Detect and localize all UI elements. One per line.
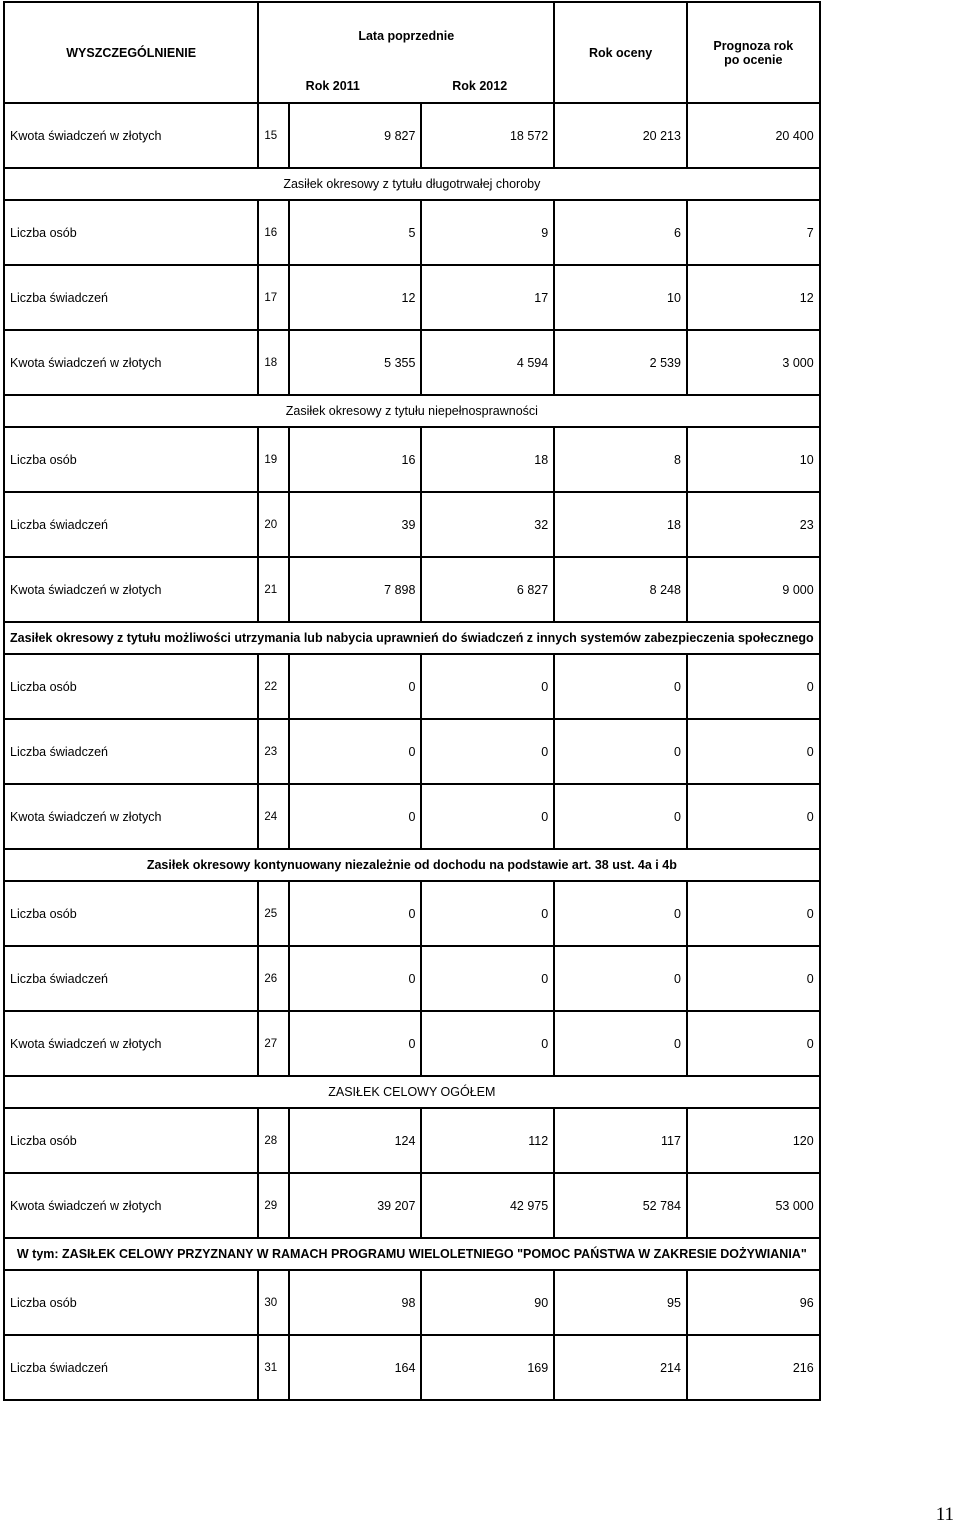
section-row xyxy=(4,1076,820,1108)
value-forecast: 53 000 xyxy=(687,1173,820,1238)
value-forecast: 216 xyxy=(687,1335,820,1400)
value-2011: 0 xyxy=(289,946,422,1011)
row-number: 22 xyxy=(258,654,288,719)
header-description: WYSZCZEGÓLNIENIE xyxy=(4,2,258,103)
value-2012: 6 827 xyxy=(421,557,554,622)
value-assessment-year: 117 xyxy=(554,1108,687,1173)
value-forecast: 0 xyxy=(687,654,820,719)
value-2012: 0 xyxy=(421,719,554,784)
section-title: ZASIŁEK CELOWY OGÓŁEM xyxy=(4,1076,820,1108)
value-forecast: 9 000 xyxy=(687,557,820,622)
section-row xyxy=(4,395,820,427)
value-assessment-year: 8 248 xyxy=(554,557,687,622)
table-row xyxy=(4,1108,820,1173)
value-assessment-year: 0 xyxy=(554,719,687,784)
header-year-2012: Rok 2012 xyxy=(452,78,508,93)
value-forecast: 120 xyxy=(687,1108,820,1173)
value-forecast: 96 xyxy=(687,1270,820,1335)
header-assessment-year: Rok oceny xyxy=(554,2,687,103)
value-assessment-year: 0 xyxy=(554,784,687,849)
value-2011: 0 xyxy=(289,1011,422,1076)
value-2012: 42 975 xyxy=(421,1173,554,1238)
value-assessment-year: 18 xyxy=(554,492,687,557)
value-2011: 124 xyxy=(289,1108,422,1173)
value-forecast: 7 xyxy=(687,200,820,265)
table-row xyxy=(4,330,820,395)
row-label: Liczba osób xyxy=(4,654,258,719)
value-2011: 164 xyxy=(289,1335,422,1400)
value-2012: 112 xyxy=(421,1108,554,1173)
row-label: Kwota świadczeń w złotych xyxy=(4,557,258,622)
value-2012: 0 xyxy=(421,881,554,946)
row-number: 25 xyxy=(258,881,288,946)
value-assessment-year: 2 539 xyxy=(554,330,687,395)
row-number: 30 xyxy=(258,1270,288,1335)
value-2011: 0 xyxy=(289,719,422,784)
section-row xyxy=(4,622,820,654)
section-title: W tym: ZASIŁEK CELOWY PRZYZNANY W RAMACH PROGRAMU WIELOLETNIEGO "POMOC PAŃSTWA W ZAKRESIE DOŻYWIANIA" xyxy=(4,1238,820,1270)
value-forecast: 3 000 xyxy=(687,330,820,395)
value-2011: 16 xyxy=(289,427,422,492)
table-row xyxy=(4,654,820,719)
row-label: Liczba osób xyxy=(4,427,258,492)
value-forecast: 0 xyxy=(687,881,820,946)
table-row xyxy=(4,1270,820,1335)
row-number: 15 xyxy=(258,103,288,168)
row-label: Liczba osób xyxy=(4,1270,258,1335)
value-2012: 32 xyxy=(421,492,554,557)
row-label: Liczba świadczeń xyxy=(4,946,258,1011)
row-label: Kwota świadczeń w złotych xyxy=(4,1173,258,1238)
section-title: Zasiłek okresowy z tytułu niepełnosprawności xyxy=(4,395,820,427)
value-forecast: 0 xyxy=(687,1011,820,1076)
row-label: Liczba osób xyxy=(4,881,258,946)
section-title: Zasiłek okresowy z tytułu długotrwałej choroby xyxy=(4,168,820,200)
value-forecast: 23 xyxy=(687,492,820,557)
table-row xyxy=(4,784,820,849)
value-2012: 0 xyxy=(421,784,554,849)
header-row xyxy=(4,2,820,69)
section-title: Zasiłek okresowy kontynuowany niezależnie od dochodu na podstawie art. 38 ust. 4a i 4b xyxy=(4,849,820,881)
value-2011: 5 355 xyxy=(289,330,422,395)
row-number: 26 xyxy=(258,946,288,1011)
table-row xyxy=(4,1011,820,1076)
value-assessment-year: 0 xyxy=(554,946,687,1011)
value-2012: 18 572 xyxy=(421,103,554,168)
row-number: 31 xyxy=(258,1335,288,1400)
row-label: Kwota świadczeń w złotych xyxy=(4,103,258,168)
row-label: Liczba świadczeń xyxy=(4,1335,258,1400)
value-2012: 90 xyxy=(421,1270,554,1335)
row-number: 21 xyxy=(258,557,288,622)
value-forecast: 12 xyxy=(687,265,820,330)
value-assessment-year: 214 xyxy=(554,1335,687,1400)
value-2011: 5 xyxy=(289,200,422,265)
value-2012: 4 594 xyxy=(421,330,554,395)
row-number: 27 xyxy=(258,1011,288,1076)
value-2012: 9 xyxy=(421,200,554,265)
value-2012: 0 xyxy=(421,1011,554,1076)
benefits-table xyxy=(3,1,821,1401)
page-number: 11 xyxy=(935,1504,954,1525)
value-assessment-year: 20 213 xyxy=(554,103,687,168)
header-year-2011: Rok 2011 xyxy=(305,78,360,93)
section-row xyxy=(4,1238,820,1270)
row-number: 28 xyxy=(258,1108,288,1173)
value-assessment-year: 95 xyxy=(554,1270,687,1335)
value-2011: 0 xyxy=(289,784,422,849)
value-forecast: 0 xyxy=(687,946,820,1011)
section-row xyxy=(4,168,820,200)
value-assessment-year: 6 xyxy=(554,200,687,265)
table-row xyxy=(4,946,820,1011)
row-number: 19 xyxy=(258,427,288,492)
row-label: Kwota świadczeń w złotych xyxy=(4,784,258,849)
row-label: Liczba osób xyxy=(4,1108,258,1173)
value-2012: 17 xyxy=(421,265,554,330)
table-row xyxy=(4,1335,820,1400)
value-forecast: 10 xyxy=(687,427,820,492)
value-assessment-year: 0 xyxy=(554,881,687,946)
value-assessment-year: 52 784 xyxy=(554,1173,687,1238)
table-row xyxy=(4,881,820,946)
row-number: 29 xyxy=(258,1173,288,1238)
table-row xyxy=(4,719,820,784)
header-forecast xyxy=(687,2,820,103)
table-row xyxy=(4,427,820,492)
value-2011: 39 207 xyxy=(289,1173,422,1238)
value-2012: 0 xyxy=(421,654,554,719)
row-number: 18 xyxy=(258,330,288,395)
value-2012: 0 xyxy=(421,946,554,1011)
table-row xyxy=(4,1173,820,1238)
row-number: 20 xyxy=(258,492,288,557)
row-label: Kwota świadczeń w złotych xyxy=(4,1011,258,1076)
row-label: Kwota świadczeń w złotych xyxy=(4,330,258,395)
header-year-labels xyxy=(258,69,554,103)
value-2012: 18 xyxy=(421,427,554,492)
section-title: Zasiłek okresowy z tytułu możliwości utrzymania lub nabycia uprawnień do świadczeń z innych systemów zabezpieczenia społecznego xyxy=(4,622,820,654)
value-2012: 169 xyxy=(421,1335,554,1400)
row-number: 17 xyxy=(258,265,288,330)
table-row xyxy=(4,265,820,330)
header-previous-years: Lata poprzednie xyxy=(258,2,554,69)
value-forecast: 20 400 xyxy=(687,103,820,168)
value-assessment-year: 8 xyxy=(554,427,687,492)
row-label: Liczba świadczeń xyxy=(4,719,258,784)
value-forecast: 0 xyxy=(687,784,820,849)
value-2011: 0 xyxy=(289,654,422,719)
value-2011: 98 xyxy=(289,1270,422,1335)
table-row xyxy=(4,200,820,265)
row-label: Liczba osób xyxy=(4,200,258,265)
value-forecast: 0 xyxy=(687,719,820,784)
row-label: Liczba świadczeń xyxy=(4,265,258,330)
header-forecast-line1: Prognoza rok xyxy=(713,38,794,53)
value-2011: 12 xyxy=(289,265,422,330)
value-assessment-year: 0 xyxy=(554,1011,687,1076)
row-number: 24 xyxy=(258,784,288,849)
value-2011: 0 xyxy=(289,881,422,946)
value-2011: 39 xyxy=(289,492,422,557)
table-row xyxy=(4,557,820,622)
header-forecast-line2: po ocenie xyxy=(724,52,783,67)
value-assessment-year: 10 xyxy=(554,265,687,330)
table-row xyxy=(4,103,820,168)
table-row xyxy=(4,492,820,557)
row-number: 23 xyxy=(258,719,288,784)
value-2011: 7 898 xyxy=(289,557,422,622)
row-label: Liczba świadczeń xyxy=(4,492,258,557)
value-2011: 9 827 xyxy=(289,103,422,168)
value-assessment-year: 0 xyxy=(554,654,687,719)
row-number: 16 xyxy=(258,200,288,265)
section-row xyxy=(4,849,820,881)
